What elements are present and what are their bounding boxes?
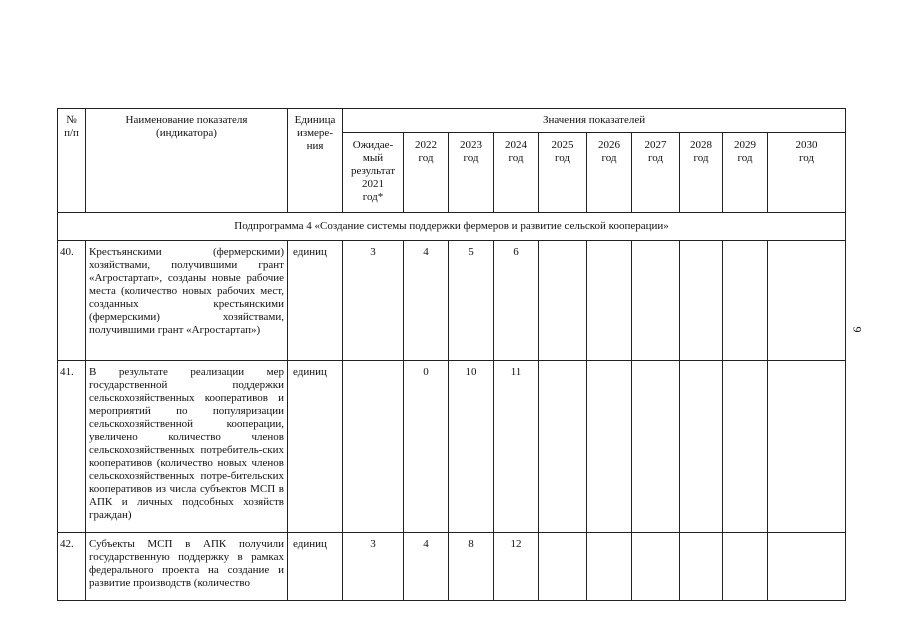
header-values: Значения показателей — [343, 109, 846, 133]
unit-cell: единиц — [288, 533, 343, 601]
table-row — [58, 361, 846, 533]
value-cell — [587, 241, 632, 361]
value-cell: 0 — [404, 361, 449, 533]
indicators-table — [57, 108, 846, 601]
value-cell — [632, 533, 680, 601]
unit-cell: единиц — [288, 241, 343, 361]
value-cell — [723, 533, 768, 601]
value-cell — [343, 361, 404, 533]
value-cell: 6 — [494, 241, 539, 361]
header-year-4: 2025 год — [539, 133, 587, 213]
value-cell — [587, 533, 632, 601]
header-year-1: 2022 год — [404, 133, 449, 213]
header-year-6: 2027 год — [632, 133, 680, 213]
unit-cell: единиц — [288, 361, 343, 533]
value-cell — [768, 533, 846, 601]
value-cell — [768, 361, 846, 533]
header-year-5: 2026 год — [587, 133, 632, 213]
header-year-8: 2029 год — [723, 133, 768, 213]
value-cell — [768, 241, 846, 361]
value-cell — [723, 241, 768, 361]
value-cell: 4 — [404, 533, 449, 601]
page-number: 9 — [850, 326, 865, 333]
value-cell: 10 — [449, 361, 494, 533]
value-cell: 5 — [449, 241, 494, 361]
row-number: 41. — [58, 361, 86, 533]
header-year-7: 2028 год — [680, 133, 723, 213]
value-cell — [680, 533, 723, 601]
value-cell: 3 — [343, 533, 404, 601]
value-cell — [587, 361, 632, 533]
indicator-name: Крестьянскими (фермерскими) хозяйствами, получившими грант «Агростартап», созданы новые рабочие места (количество новых рабочих мест, созданных крестьянскими (фермерскими) хозяйствами, получившими грант «Агростартап») — [86, 241, 288, 361]
value-cell — [539, 533, 587, 601]
header-unit: Единица измере- ния — [288, 109, 343, 213]
value-cell — [539, 241, 587, 361]
value-cell — [680, 361, 723, 533]
indicator-name: Субъекты МСП в АПК получили государственную поддержку в рамках федерального проекта на создание и развитие производств (количество — [86, 533, 288, 601]
subprogram-title: Подпрограмма 4 «Создание системы поддержки фермеров и развитие сельской кооперации» — [58, 213, 846, 241]
value-cell: 11 — [494, 361, 539, 533]
indicator-name: В результате реализации мер государственной поддержки сельскохозяйственных кооперативов и мероприятий по популяризации сельскохозяйственной кооперации, увеличено количество членов сельскохозяйственных потребитель-ских кооперативов (количество новых членов сельскохозяйственных потре-бительских кооперативов из числа субъектов МСП в АПК и личных подсобных хозяйств граждан) — [86, 361, 288, 533]
header-num: № п/п — [58, 109, 86, 213]
table-row — [58, 241, 846, 361]
value-cell: 8 — [449, 533, 494, 601]
header-year-3: 2024 год — [494, 133, 539, 213]
header-year-2: 2023 год — [449, 133, 494, 213]
value-cell — [723, 361, 768, 533]
value-cell — [632, 361, 680, 533]
value-cell: 4 — [404, 241, 449, 361]
row-number: 40. — [58, 241, 86, 361]
value-cell — [632, 241, 680, 361]
table-row — [58, 533, 846, 601]
value-cell: 12 — [494, 533, 539, 601]
value-cell: 3 — [343, 241, 404, 361]
value-cell — [680, 241, 723, 361]
value-cell — [539, 361, 587, 533]
header-indicator-name: Наименование показателя (индикатора) — [86, 109, 288, 213]
header-year-0: Ожидае- мый результат 2021 год* — [343, 133, 404, 213]
header-year-9: 2030 год — [768, 133, 846, 213]
row-number: 42. — [58, 533, 86, 601]
